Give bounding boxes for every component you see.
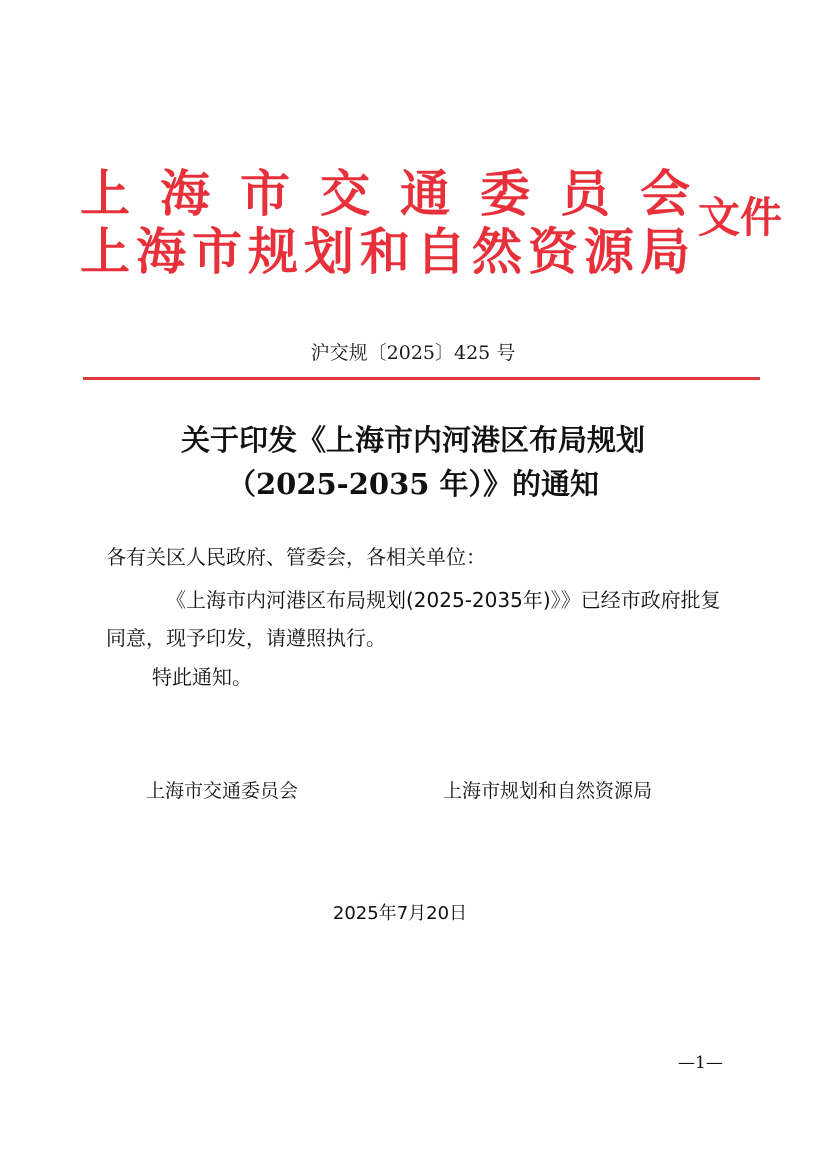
issue-date: 2025年7月20日: [332, 903, 468, 924]
page-number: —1—: [678, 1053, 723, 1073]
masthead-suffix: 文件: [698, 193, 783, 242]
main-paragraph: 《上海市内河港区布局规划(2025-2035年)》》已经市政府批复同意，现予印发，请遵照执行。: [106, 588, 721, 650]
signature-planning-bureau: 上海市规划和自然资源局: [443, 780, 653, 802]
closing-remark: 特此通知。: [152, 665, 252, 689]
salutation: 各有关区人民政府、管委会，各相关单位：: [106, 545, 486, 569]
signature-transport-commission: 上海市交通委员会: [146, 780, 299, 802]
title-line-1: 关于印发《上海市内河港区布局规划: [180, 423, 645, 457]
red-divider-line: [83, 377, 760, 380]
document-number: 沪交规〔2025〕425 号: [310, 342, 516, 364]
masthead-org-planning: 上海市规划和自然资源局: [80, 222, 690, 281]
title-line-2: （2025-2035 年）》的通知: [226, 467, 600, 501]
masthead-org-transport: 上海市交通委员会: [80, 164, 690, 223]
red-masthead: [80, 160, 783, 290]
document-title: [0, 418, 826, 506]
